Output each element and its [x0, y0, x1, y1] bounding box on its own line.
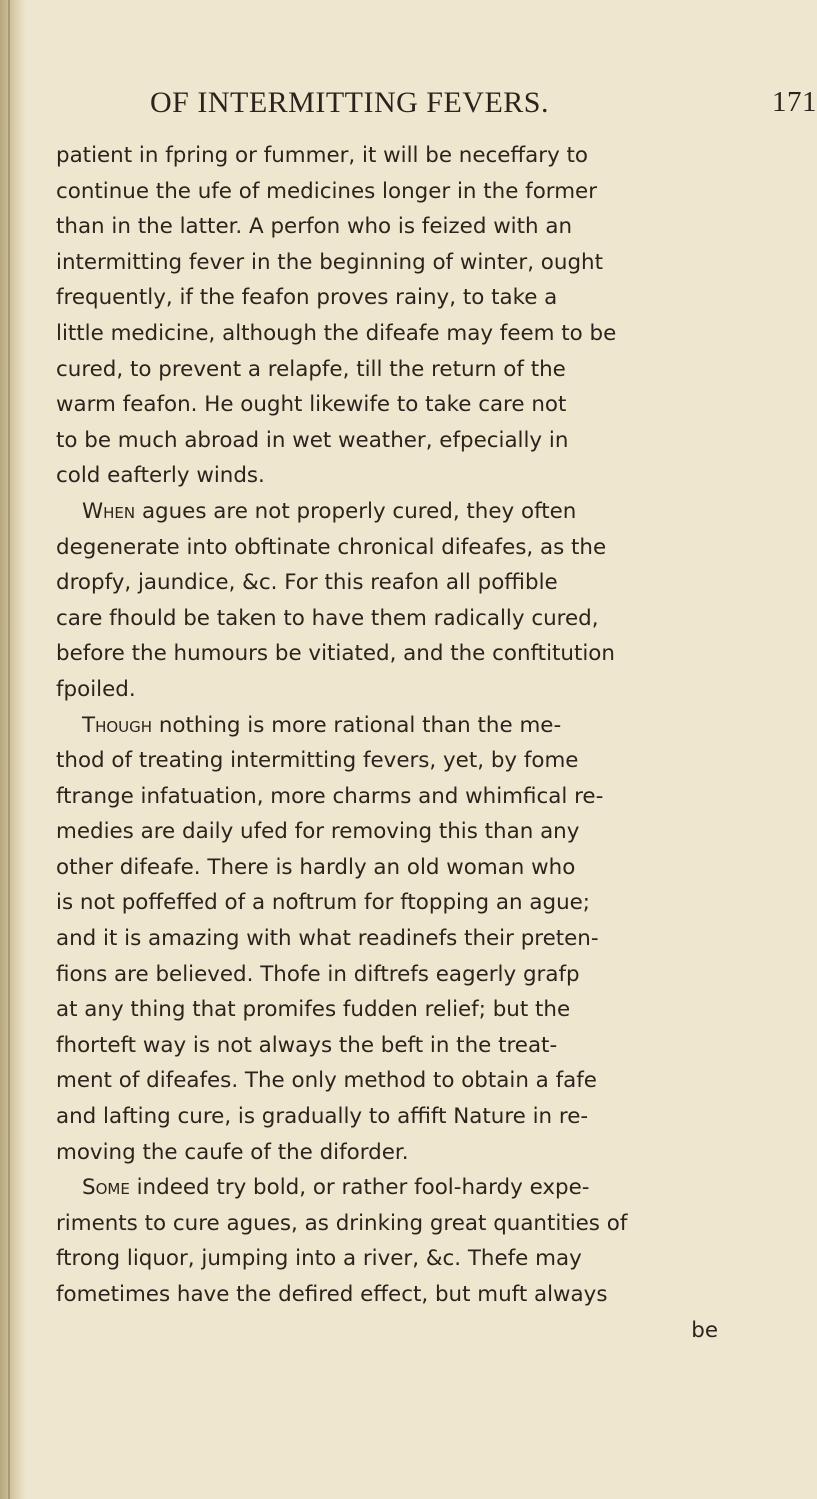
text-line: at any thing that promifes fudden relief; but the	[56, 997, 571, 1023]
text-line: fhorteft way is not always the beft in the treat-	[56, 1032, 558, 1058]
text-line: ment of difeafes. The only method to obtain a fafe	[56, 1068, 597, 1094]
text-line: dropfy, jaundice, &c. For this reafon all poffible	[56, 570, 558, 596]
text-line: cold eafterly winds.	[56, 463, 265, 489]
text-line: patient in fpring or fummer, it will be neceffary to	[56, 143, 588, 168]
text-run: indeed try bold, or rather fool-hardy expe-	[129, 1175, 590, 1201]
text-run: nothing is more rational than the me-	[152, 712, 562, 738]
text-line: to be much abroad in wet weather, efpecially in	[56, 427, 569, 453]
text-run: agues are not properly cured, they often	[135, 498, 577, 524]
paragraph-first-line	[56, 494, 756, 530]
running-header	[150, 86, 817, 130]
text-line: and lafting cure, is gradually to affift Nature in re-	[56, 1104, 589, 1130]
text-line: medies are daily ufed for removing this than any	[56, 819, 580, 845]
lead-word: Though	[82, 712, 153, 738]
text-line: fions are believed. Thofe in diftrefs eagerly grafp	[56, 961, 580, 987]
text-line: thod of treating intermitting fevers, yet, by fome	[56, 748, 579, 774]
text-line: care fhould be taken to have them radically cured,	[56, 605, 599, 631]
lead-word: Some	[82, 1175, 130, 1201]
page-binding-edge	[0, 0, 26, 1499]
page-number: 171	[772, 86, 817, 118]
text-line: intermitting fever in the beginning of winter, ought	[56, 249, 603, 275]
text-line: continue the ufe of medicines longer in the former	[56, 178, 598, 204]
text-line: is not poffeffed of a noftrum for ftopping an ague;	[56, 890, 591, 916]
text-line: cured, to prevent a relapfe, till the return of the	[56, 356, 566, 382]
catchword: be	[691, 1317, 718, 1343]
text-line: fpoiled.	[56, 676, 136, 702]
paragraph-first-line	[56, 708, 756, 744]
text-line: ftrong liquor, jumping into a river, &c. Thefe may	[56, 1246, 582, 1272]
text-line: other difeafe. There is hardly an old woman who	[56, 854, 576, 880]
text-line: riments to cure agues, as drinking great quantities of	[56, 1210, 628, 1236]
paragraph-first-line	[56, 1170, 756, 1206]
text-line: than in the latter. A perfon who is feized with an	[56, 214, 573, 240]
text-line: before the humours be vitiated, and the conftitution	[56, 641, 615, 667]
text-line: degenerate into obftinate chronical difeafes, as the	[56, 534, 607, 560]
text-line: ftrange infatuation, more charms and whimfical re-	[56, 783, 604, 809]
text-line: warm feafon. He ought likewife to take care not	[56, 392, 567, 418]
running-title: OF INTERMITTING FEVERS.	[150, 86, 549, 119]
body-text	[56, 138, 756, 1348]
text-line: little medicine, although the difeafe may feem to be	[56, 320, 617, 346]
text-line: moving the caufe of the diforder.	[56, 1139, 409, 1165]
text-line: and it is amazing with what readinefs their preten-	[56, 926, 599, 952]
lead-word: When	[82, 498, 136, 524]
text-line: frequently, if the feafon proves rainy, to take a	[56, 285, 558, 311]
text-line: fometimes have the defired effect, but muft always	[56, 1282, 608, 1307]
